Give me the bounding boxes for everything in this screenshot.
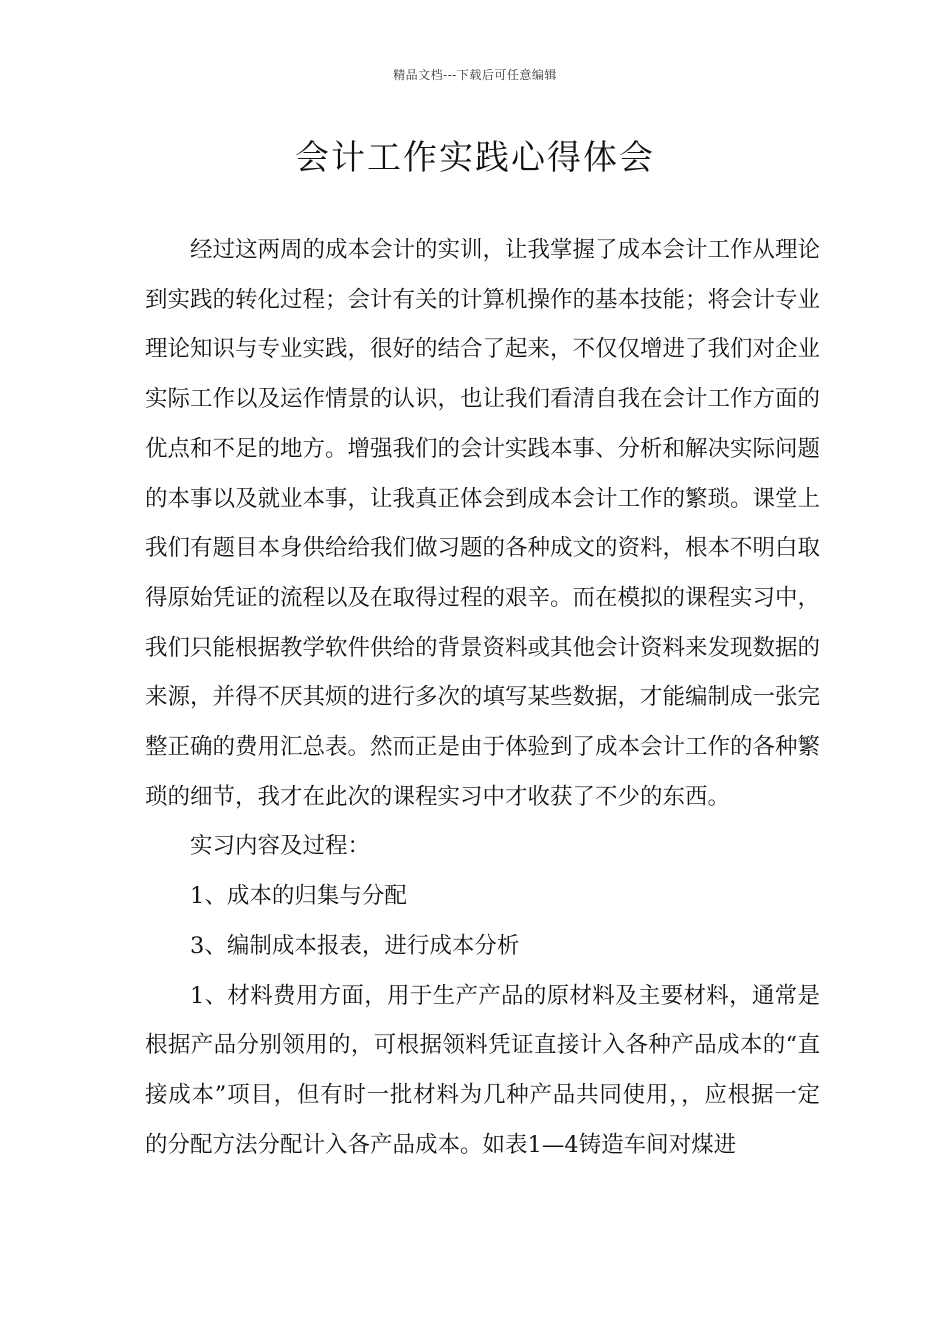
- paragraph-list-item-1: 1、成本的归集与分配: [190, 883, 407, 910]
- paragraph-material-costs: 1、材料费用方面，用于生产产品的原材料及主要材料，通常是根据产品分别领用的，可根据领料凭证直接计入各种产品成本的“直接成本”项目，但有时一批材料为几种产品共同使用，，应根据一定的分配方法分配计入各产品成本。如表1—4铸造车间对煤进: [145, 982, 820, 1158]
- document-body: [145, 226, 820, 1170]
- paragraph-list-item-3: 3、编制成本报表，进行成本分析: [190, 932, 520, 959]
- paragraph-section-heading: 实习内容及过程：: [190, 833, 371, 860]
- header-note: 精品文档---下载后可任意编辑: [393, 68, 557, 82]
- paragraph-intro: 经过这两周的成本会计的实训，让我掌握了成本会计工作从理论到实践的转化过程；会计有关的计算机操作的基本技能；将会计专业理论知识与专业实践，很好的结合了起来，不仅仅增进了我们对企业实际工作以及运作情景的认识，也让我们看清自我在会计工作方面的优点和不足的地方。增强我们的会计实践本事、分析和解决实际问题的本事以及就业本事，让我真正体会到成本会计工作的繁琐。课堂上我们有题目本身供给给我们做习题的各种成文的资料，根本不明白取得原始凭证的流程以及在取得过程的艰辛。而在模拟的课程实习中，我们只能根据教学软件供给的背景资料或其他会计资料来发现数据的来源，并得不厌其烦的进行多次的填写某些数据，才能编制成一张完整正确的费用汇总表。然而正是由于体验到了成本会计工作的各种繁琐的细节，我才在此次的课程实习中才收获了不少的东西。: [145, 237, 821, 810]
- document-title: 会计工作实践心得体会: [295, 138, 655, 178]
